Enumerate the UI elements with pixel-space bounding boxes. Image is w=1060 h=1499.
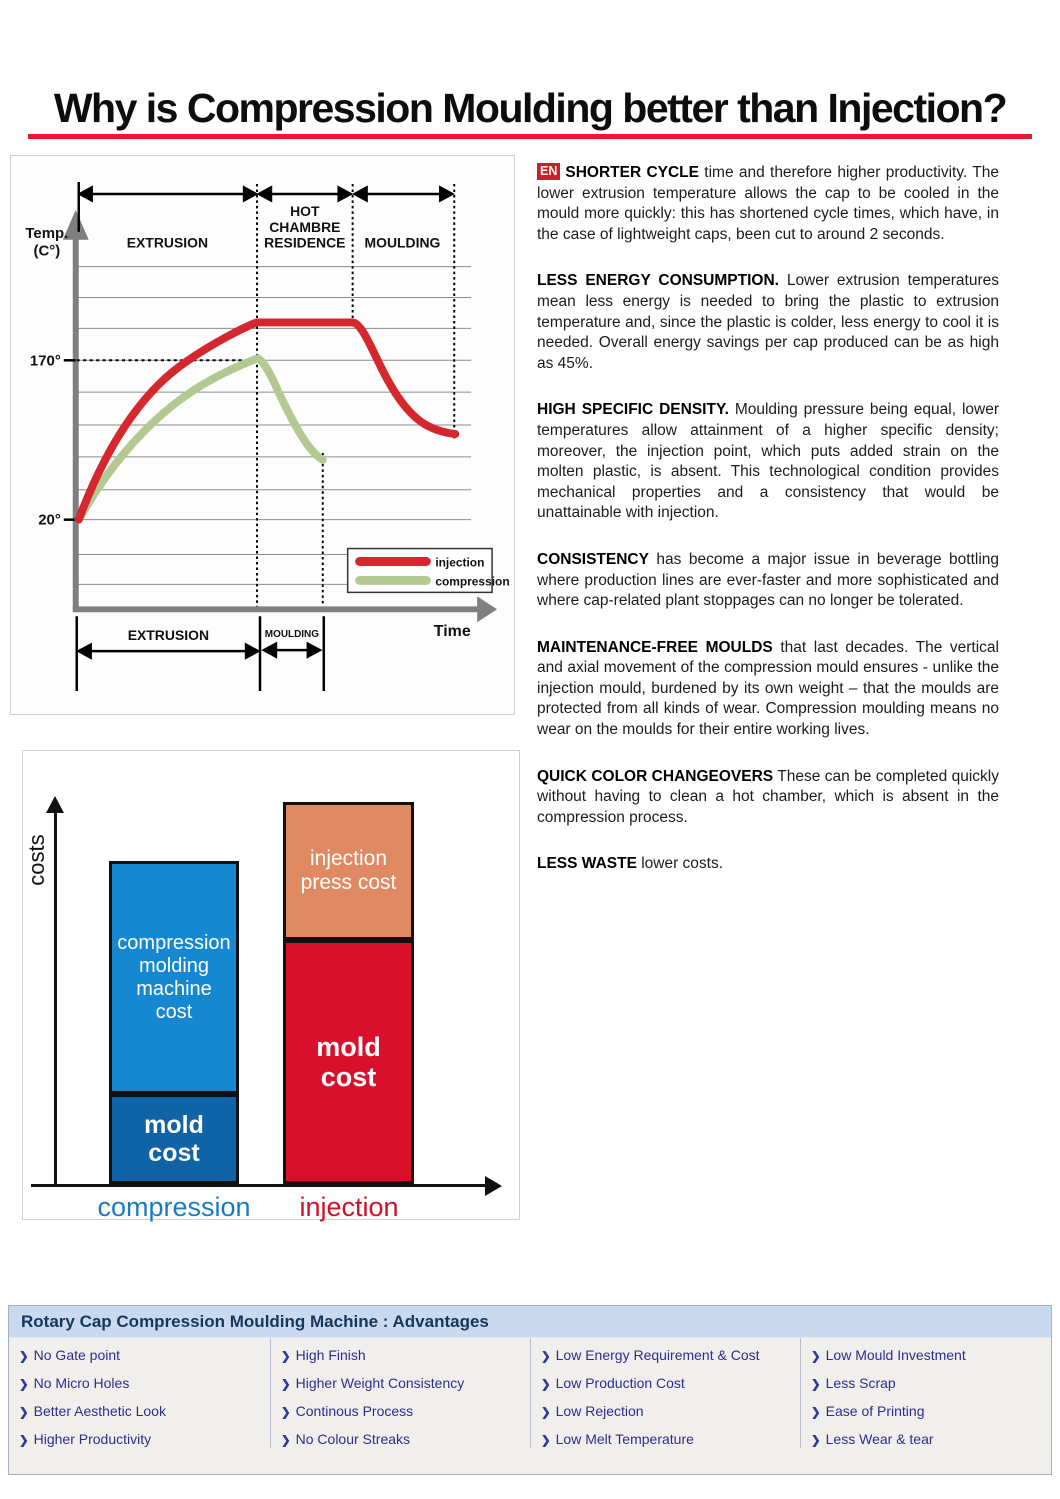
advantage-item: ❯ Low Mould Investment bbox=[811, 1347, 966, 1363]
paragraph-heading: HIGH SPECIFIC DENSITY. bbox=[537, 401, 729, 419]
bar-segment-injection-mold-cost bbox=[283, 940, 414, 1184]
advantage-item: ❯ Low Melt Temperature bbox=[541, 1431, 694, 1447]
chevron-right-icon: ❯ bbox=[19, 1351, 29, 1363]
cost-chart-panel bbox=[22, 750, 520, 1220]
language-badge: EN bbox=[537, 163, 560, 180]
bar-segment-compression-mold-cost bbox=[109, 1094, 239, 1184]
cost-x-axis-arrow-icon bbox=[485, 1176, 502, 1196]
gridlines bbox=[76, 267, 471, 585]
phase-label-moulding-bottom: MOULDING bbox=[264, 629, 319, 641]
chevron-right-icon: ❯ bbox=[541, 1351, 551, 1363]
phase-label-extrusion-bottom: EXTRUSION bbox=[127, 627, 210, 644]
paragraph-body: Lower extrusion temperatures mean less energy is needed to bring the plastic to extrusion temperature and, since the plastic is colder, less energy to cool it is needed. Overall energy savings per cap produced can be as high as 45%. bbox=[537, 272, 999, 372]
advantage-item: ❯ No Colour Streaks bbox=[281, 1431, 411, 1447]
paragraph-heading: SHORTER CYCLE bbox=[565, 164, 699, 181]
chevron-right-icon: ❯ bbox=[19, 1435, 29, 1447]
advantages-table bbox=[8, 1305, 1052, 1475]
paragraph-heading: LESS ENERGY CONSUMPTION. bbox=[537, 272, 779, 290]
paragraph-color-changeovers bbox=[537, 767, 999, 829]
cost-x-axis bbox=[31, 1184, 489, 1187]
phase-label-hot-2: CHAMBRE bbox=[269, 218, 341, 235]
chevron-right-icon: ❯ bbox=[541, 1379, 551, 1391]
chevron-right-icon: ❯ bbox=[811, 1435, 821, 1447]
y-axis-title-line1: Temp. bbox=[25, 224, 69, 242]
phase-label-moulding-top: MOULDING bbox=[364, 234, 441, 251]
advantage-item: ❯ No Gate point bbox=[19, 1347, 121, 1363]
bar-category-label-compression: compression bbox=[97, 1192, 251, 1222]
paragraph-less-energy bbox=[537, 271, 999, 374]
chevron-right-icon: ❯ bbox=[281, 1379, 291, 1391]
paragraph-consistency bbox=[537, 550, 999, 612]
x-axis-title: Time bbox=[433, 623, 471, 641]
paragraph-heading: MAINTENANCE-FREE MOULDS bbox=[537, 638, 773, 656]
paragraph-high-density bbox=[537, 400, 999, 524]
advantage-item: ❯ Ease of Printing bbox=[811, 1403, 925, 1419]
paragraph-body: that last decades. The vertical and axial movement of the compression mould ensures - unlike the injection mould, burdened by its own weight – that the moulds are protected from all kinds of wear. Compression moulding means no wear on the moulds for their entire working lives. bbox=[537, 638, 999, 739]
advantage-item: ❯ Higher Weight Consistency bbox=[281, 1375, 465, 1391]
phase-label-hot-3: RESIDENCE bbox=[264, 234, 346, 251]
advantage-item: ❯ Less Scrap bbox=[811, 1375, 896, 1391]
top-phase-arrows bbox=[80, 187, 453, 200]
cost-y-axis-title: costs bbox=[24, 834, 49, 886]
title-divider-rule bbox=[28, 134, 1032, 139]
chevron-right-icon: ❯ bbox=[811, 1407, 821, 1419]
bar-segment-label: compression molding machine cost bbox=[117, 931, 231, 1023]
advantage-item: ❯ Better Aesthetic Look bbox=[19, 1403, 166, 1419]
chevron-right-icon: ❯ bbox=[811, 1351, 821, 1363]
bar-segment-label: mold cost bbox=[144, 1111, 204, 1167]
advantages-column-3 bbox=[531, 1338, 801, 1448]
y-axis-title-line2: (C°) bbox=[33, 242, 61, 260]
paragraph-body: has become a major issue in beverage bottling where production lines are ever-faster and more sophisticated and where cap-related plant stoppages can no longer be tolerated. bbox=[537, 550, 999, 610]
paragraph-body: These can be completed quickly without having to clean a hot chamber, which is absent in the compression process. bbox=[537, 767, 999, 826]
phase-label-extrusion-top: EXTRUSION bbox=[126, 234, 209, 251]
phase-label-hot-1: HOT bbox=[290, 202, 320, 219]
paragraph-maintenance-free bbox=[537, 638, 999, 741]
paragraph-shorter-cycle bbox=[537, 163, 999, 245]
chevron-right-icon: ❯ bbox=[541, 1407, 551, 1419]
cost-y-axis bbox=[54, 813, 57, 1186]
chevron-right-icon: ❯ bbox=[281, 1351, 291, 1363]
legend bbox=[348, 549, 510, 593]
legend-injection-label: injection bbox=[435, 555, 485, 570]
temperature-chart-panel bbox=[10, 155, 515, 715]
chevron-right-icon: ❯ bbox=[19, 1379, 29, 1391]
bar-segment-compression-machine-cost bbox=[109, 861, 239, 1094]
advantage-item: ❯ High Finish bbox=[281, 1347, 366, 1363]
tick-label-20: 20° bbox=[38, 511, 61, 529]
chevron-right-icon: ❯ bbox=[19, 1407, 29, 1419]
advantage-item: ❯ Low Production Cost bbox=[541, 1375, 685, 1391]
tick-label-170: 170° bbox=[29, 352, 61, 370]
chevron-right-icon: ❯ bbox=[281, 1407, 291, 1419]
paragraph-heading: QUICK COLOR CHANGEOVERS bbox=[537, 767, 774, 785]
paragraph-body: lower costs. bbox=[636, 855, 724, 873]
advantage-item: ❯ Low Energy Requirement & Cost bbox=[541, 1347, 760, 1363]
article-column bbox=[537, 163, 999, 901]
advantage-item: ❯ No Micro Holes bbox=[19, 1375, 130, 1391]
temperature-chart bbox=[11, 156, 514, 714]
advantages-column-1 bbox=[9, 1338, 271, 1448]
bar-segment-injection-press-cost bbox=[283, 802, 414, 940]
bar-segment-label: injection press cost bbox=[300, 847, 397, 894]
chevron-right-icon: ❯ bbox=[541, 1435, 551, 1447]
bar-category-label-injection: injection bbox=[299, 1192, 399, 1222]
advantage-item: ❯ Less Wear & tear bbox=[811, 1431, 934, 1447]
chevron-right-icon: ❯ bbox=[281, 1435, 291, 1447]
paragraph-less-waste bbox=[537, 854, 999, 875]
legend-compression-label: compression bbox=[435, 574, 510, 589]
cost-y-axis-arrow-icon bbox=[46, 796, 64, 813]
advantages-table-body bbox=[9, 1338, 1051, 1448]
paragraph-body: Moulding pressure being equal, lower temperatures allow attainment of a higher specific density; moreover, the injection point, which puts added strain on the molten plastic, is absent. This technological condition provides mechanical properties and a consistency that would be unattainable with injection. bbox=[537, 401, 999, 522]
paragraph-heading: LESS WASTE bbox=[537, 855, 637, 873]
chevron-right-icon: ❯ bbox=[811, 1379, 821, 1391]
page-title: Why is Compression Moulding better than Injection? bbox=[53, 85, 1007, 132]
paragraph-heading: CONSISTENCY bbox=[537, 550, 649, 568]
advantages-column-4 bbox=[801, 1338, 1051, 1448]
advantages-table-title: Rotary Cap Compression Moulding Machine : Advantages bbox=[9, 1306, 1051, 1338]
advantages-column-2 bbox=[271, 1338, 531, 1448]
advantage-item: ❯ Continous Process bbox=[281, 1403, 414, 1419]
x-axis-arrow-icon bbox=[477, 596, 497, 622]
advantage-item: ❯ Higher Productivity bbox=[19, 1431, 152, 1447]
advantage-item: ❯ Low Rejection bbox=[541, 1403, 644, 1419]
paragraph-body: time and therefore higher productivity. The lower extrusion temperature allows the cap to be cooled in the mould more quickly: this has shortened cycle times, which have, in the case of lightweight caps, been cut to around 2 seconds. bbox=[537, 164, 999, 243]
bar-segment-label: mold cost bbox=[316, 1032, 381, 1092]
